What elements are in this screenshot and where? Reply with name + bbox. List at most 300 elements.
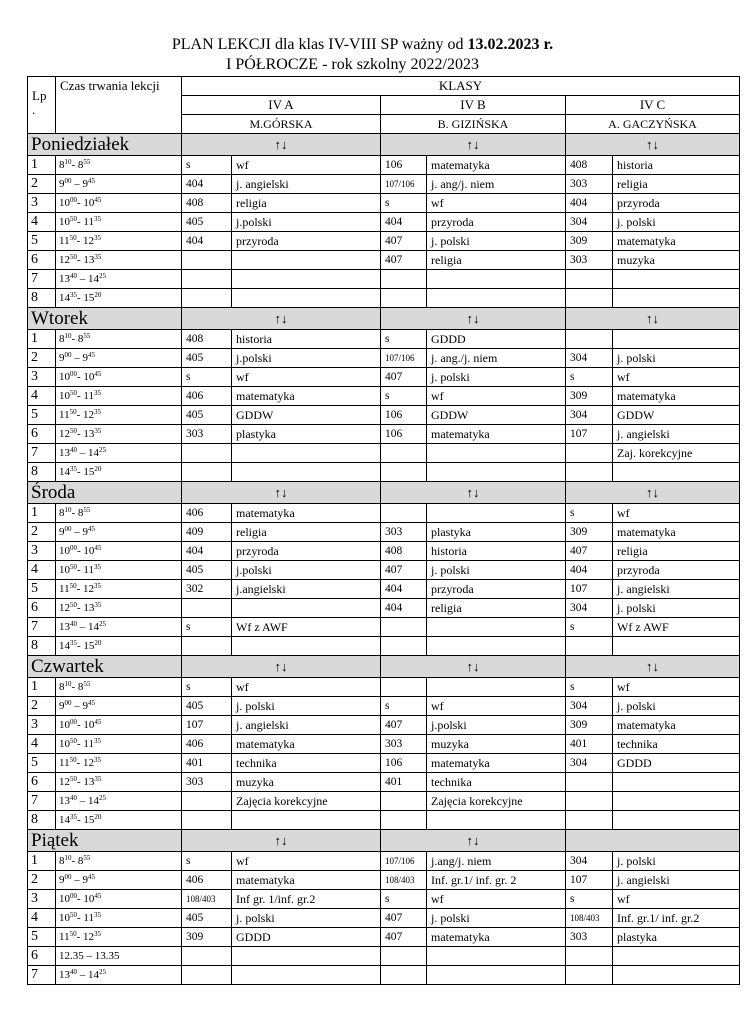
room-cell: 107/106 <box>381 349 427 368</box>
time-part: – 14 <box>77 273 99 285</box>
time-minutes: 35 <box>70 639 77 647</box>
subject-cell: wf <box>613 678 740 697</box>
time-minutes: 35 <box>94 582 102 590</box>
lesson-time <box>56 542 182 561</box>
lesson-row <box>28 716 740 735</box>
time-part: 12 <box>59 254 70 266</box>
subject-cell: religia <box>613 175 740 194</box>
lesson-time <box>56 213 182 232</box>
time-part: 14 <box>59 814 70 826</box>
lesson-time <box>56 504 182 523</box>
lesson-time <box>56 406 182 425</box>
room-cell: 108/403 <box>381 871 427 890</box>
lesson-number: 2 <box>28 175 56 194</box>
lesson-row <box>28 330 740 349</box>
lesson-time <box>56 194 182 213</box>
room-cell <box>566 463 613 482</box>
lesson-number: 3 <box>28 890 56 909</box>
room-cell <box>381 463 427 482</box>
lesson-number: 3 <box>28 716 56 735</box>
subject-cell: matematyka <box>232 735 381 754</box>
time-part: 8 <box>59 681 65 693</box>
lesson-number: 6 <box>28 425 56 444</box>
room-cell: s <box>381 330 427 349</box>
time-part: 10 <box>59 912 70 924</box>
subject-cell <box>232 289 381 308</box>
room-cell: 405 <box>182 349 232 368</box>
subject-cell: j.polski <box>232 213 381 232</box>
time-minutes: 35 <box>94 601 102 609</box>
room-cell: 404 <box>182 542 232 561</box>
lesson-time <box>56 387 182 406</box>
lesson-time <box>56 735 182 754</box>
subject-cell: wf <box>613 890 740 909</box>
time-minutes: 10 <box>64 158 72 166</box>
room-cell <box>566 637 613 656</box>
subject-cell: j. angielski <box>613 871 740 890</box>
room-cell: 304 <box>566 406 613 425</box>
time-part: 14 <box>59 292 70 304</box>
lp-header-label: Lp <box>32 88 47 103</box>
room-cell: 407 <box>381 251 427 270</box>
room-cell <box>182 289 232 308</box>
subject-cell: przyroda <box>232 542 381 561</box>
subject-cell: j.ang/j. niem <box>427 852 566 871</box>
subject-cell: przyroda <box>427 213 566 232</box>
lesson-number: 3 <box>28 542 56 561</box>
time-part: - 13 <box>77 602 95 614</box>
lesson-row <box>28 542 740 561</box>
room-cell: s <box>182 368 232 387</box>
room-cell: 107/106 <box>381 175 427 194</box>
subject-cell <box>232 966 381 985</box>
room-cell: s <box>566 368 613 387</box>
lesson-time <box>56 251 182 270</box>
lesson-number: 8 <box>28 637 56 656</box>
lesson-number: 5 <box>28 580 56 599</box>
room-cell <box>566 947 613 966</box>
time-minutes: 20 <box>94 813 102 821</box>
lesson-number: 7 <box>28 444 56 463</box>
room-cell <box>381 444 427 463</box>
day-header-row <box>28 830 740 852</box>
time-minutes: 40 <box>70 620 77 628</box>
room-cell: 107 <box>566 871 613 890</box>
lesson-number: 1 <box>28 504 56 523</box>
time-part: 13 <box>59 621 70 633</box>
lesson-row <box>28 678 740 697</box>
room-cell: 106 <box>381 406 427 425</box>
time-part: 9 <box>59 874 65 886</box>
time-minutes: 45 <box>88 525 95 533</box>
time-minutes: 35 <box>70 465 77 473</box>
room-cell: 309 <box>566 523 613 542</box>
subject-cell: GDDW <box>613 406 740 425</box>
lesson-number: 8 <box>28 463 56 482</box>
time-minutes: 45 <box>88 873 95 881</box>
subject-cell: przyroda <box>232 232 381 251</box>
lesson-time <box>56 871 182 890</box>
lesson-time <box>56 637 182 656</box>
lesson-number: 7 <box>28 792 56 811</box>
time-minutes: 50 <box>70 601 77 609</box>
subject-cell: j. polski <box>613 852 740 871</box>
lesson-time <box>56 444 182 463</box>
day-name: Środa <box>28 482 182 504</box>
room-cell: s <box>381 194 427 213</box>
subject-cell <box>232 251 381 270</box>
time-minutes: 35 <box>94 911 102 919</box>
lesson-time <box>56 156 182 175</box>
lesson-row <box>28 251 740 270</box>
time-minutes: 45 <box>94 196 102 204</box>
subject-cell: j. ang/j. niem <box>427 175 566 194</box>
room-cell: 406 <box>182 387 232 406</box>
time-part: - 12 <box>76 235 95 247</box>
subject-cell: j.polski <box>427 716 566 735</box>
time-part: 9 <box>59 178 65 190</box>
swap-arrows-icon: ↑↓ <box>381 656 566 678</box>
time-part: - 11 <box>77 390 95 402</box>
room-cell: s <box>381 387 427 406</box>
room-cell <box>182 792 232 811</box>
subject-cell: j. angielski <box>232 716 381 735</box>
room-cell: 404 <box>381 599 427 618</box>
time-part: - 10 <box>77 371 95 383</box>
time-part: – 14 <box>77 795 99 807</box>
day-header-row <box>28 134 740 156</box>
time-part: - 8 <box>71 855 84 867</box>
lp-header <box>28 77 56 134</box>
room-cell: 405 <box>182 213 232 232</box>
time-minutes: 00 <box>64 177 72 185</box>
time-part: 11 <box>59 409 70 421</box>
room-cell: 309 <box>182 928 232 947</box>
time-minutes: 45 <box>94 892 102 900</box>
time-minutes: 50 <box>69 582 77 590</box>
lesson-number: 2 <box>28 349 56 368</box>
room-cell <box>381 618 427 637</box>
room-cell <box>381 678 427 697</box>
time-minutes: 50 <box>69 930 77 938</box>
room-cell: 309 <box>566 387 613 406</box>
subject-cell: religia <box>613 542 740 561</box>
time-minutes: 35 <box>94 756 102 764</box>
time-part: 9 <box>59 700 65 712</box>
lesson-row <box>28 947 740 966</box>
lesson-time <box>56 463 182 482</box>
room-cell <box>182 966 232 985</box>
lesson-number: 5 <box>28 754 56 773</box>
room-cell: 409 <box>182 523 232 542</box>
subject-cell: GDDD <box>232 928 381 947</box>
lesson-number: 7 <box>28 618 56 637</box>
subject-cell: religia <box>232 194 381 213</box>
day-header-row <box>28 308 740 330</box>
room-cell: 304 <box>566 213 613 232</box>
room-cell <box>182 637 232 656</box>
lesson-time <box>56 270 182 289</box>
time-minutes: 35 <box>70 813 77 821</box>
lesson-number: 2 <box>28 871 56 890</box>
room-cell: s <box>381 697 427 716</box>
lesson-time <box>56 678 182 697</box>
lesson-row <box>28 909 740 928</box>
room-cell: 303 <box>381 523 427 542</box>
subject-cell: j. polski <box>613 349 740 368</box>
lesson-number: 3 <box>28 368 56 387</box>
time-minutes: 50 <box>70 253 77 261</box>
time-minutes: 20 <box>94 291 102 299</box>
time-minutes: 20 <box>94 465 102 473</box>
lesson-time <box>56 773 182 792</box>
room-cell <box>182 270 232 289</box>
swap-arrows-icon: ↑↓ <box>182 134 381 156</box>
lp-header-dot: . <box>32 102 36 117</box>
swap-arrows-icon: ↑↓ <box>566 134 740 156</box>
time-minutes: 40 <box>70 272 77 280</box>
time-part: – 9 <box>71 178 88 190</box>
lesson-row <box>28 735 740 754</box>
subject-cell <box>427 618 566 637</box>
subject-cell: muzyka <box>427 735 566 754</box>
room-cell: 303 <box>566 175 613 194</box>
time-part: - 11 <box>77 564 95 576</box>
lesson-time <box>56 349 182 368</box>
room-cell <box>381 811 427 830</box>
lesson-row <box>28 580 740 599</box>
room-cell: 404 <box>381 580 427 599</box>
subject-cell <box>427 947 566 966</box>
subject-cell: matematyka <box>427 928 566 947</box>
subject-cell: wf <box>427 194 566 213</box>
room-cell: 108/403 <box>182 890 232 909</box>
subject-cell <box>613 637 740 656</box>
time-part: 8 <box>59 855 65 867</box>
room-cell: s <box>182 678 232 697</box>
lesson-number: 6 <box>28 773 56 792</box>
room-cell: s <box>182 852 232 871</box>
room-cell: 304 <box>566 754 613 773</box>
room-cell: 407 <box>381 368 427 387</box>
subject-cell: technika <box>613 735 740 754</box>
subject-cell: j. polski <box>232 697 381 716</box>
lesson-time <box>56 289 182 308</box>
lesson-number: 1 <box>28 852 56 871</box>
room-cell <box>381 966 427 985</box>
lesson-row <box>28 773 740 792</box>
title-date: 13.02.2023 r. <box>467 36 554 53</box>
room-cell: 107 <box>566 580 613 599</box>
lesson-number: 7 <box>28 270 56 289</box>
time-part: 11 <box>59 235 70 247</box>
subject-cell: religia <box>427 251 566 270</box>
lesson-time <box>56 523 182 542</box>
swap-arrows-icon: ↑↓ <box>381 482 566 504</box>
subject-cell: Inf gr. 1/inf. gr.2 <box>232 890 381 909</box>
room-cell: 108/403 <box>566 909 613 928</box>
swap-arrows-icon: ↑↓ <box>566 308 740 330</box>
room-cell: 303 <box>182 425 232 444</box>
room-cell <box>381 289 427 308</box>
time-part: 11 <box>59 583 70 595</box>
subject-cell: GDDD <box>427 330 566 349</box>
time-part: 14 <box>59 466 70 478</box>
time-minutes: 50 <box>69 756 77 764</box>
time-part: - 15 <box>77 814 95 826</box>
lesson-row <box>28 637 740 656</box>
room-cell: 401 <box>566 735 613 754</box>
time-minutes: 00 <box>64 525 72 533</box>
subject-cell: wf <box>427 890 566 909</box>
room-cell: 304 <box>566 599 613 618</box>
time-minutes: 40 <box>70 968 77 976</box>
subject-cell: Inf. gr.1/ inf. gr.2 <box>613 909 740 928</box>
subject-cell: matematyka <box>232 387 381 406</box>
lesson-number: 1 <box>28 678 56 697</box>
time-minutes: 35 <box>94 408 102 416</box>
subject-cell <box>613 792 740 811</box>
subject-cell <box>427 811 566 830</box>
subject-cell: Zajęcia korekcyjne <box>427 792 566 811</box>
subject-cell: matematyka <box>613 523 740 542</box>
subject-cell: Zajęcia korekcyjne <box>232 792 381 811</box>
teacher-ivb: B. GIZIŃSKA <box>381 115 566 134</box>
lesson-row <box>28 194 740 213</box>
lesson-time <box>56 716 182 735</box>
lesson-row <box>28 697 740 716</box>
room-cell: 404 <box>182 232 232 251</box>
subject-cell: religia <box>232 523 381 542</box>
room-cell: s <box>182 618 232 637</box>
subject-cell <box>613 947 740 966</box>
lesson-row <box>28 618 740 637</box>
time-minutes: 50 <box>69 234 77 242</box>
lesson-time <box>56 928 182 947</box>
time-minutes: 00 <box>70 544 77 552</box>
time-part: 10 <box>59 738 70 750</box>
class-name-ivb: IV B <box>381 96 566 115</box>
lesson-time <box>56 425 182 444</box>
day-name: Czwartek <box>28 656 182 678</box>
time-minutes: 35 <box>94 737 102 745</box>
subject-cell <box>232 463 381 482</box>
time-part: - 10 <box>77 893 95 905</box>
room-cell: 408 <box>381 542 427 561</box>
room-cell: 401 <box>381 773 427 792</box>
time-part: - 10 <box>77 719 95 731</box>
time-part: - 10 <box>77 545 95 557</box>
lesson-row <box>28 852 740 871</box>
lesson-number: 1 <box>28 156 56 175</box>
time-minutes: 45 <box>94 718 102 726</box>
subject-cell: Zaj. korekcyjne <box>613 444 740 463</box>
swap-arrows-icon: ↑↓ <box>381 134 566 156</box>
room-cell <box>566 811 613 830</box>
room-cell <box>182 463 232 482</box>
time-minutes: 35 <box>94 563 102 571</box>
time-minutes: 10 <box>64 854 72 862</box>
time-part: – 9 <box>71 352 88 364</box>
time-part: - 12 <box>76 931 95 943</box>
subject-cell: j. polski <box>613 697 740 716</box>
room-cell: 404 <box>182 175 232 194</box>
subject-cell: j.polski <box>232 349 381 368</box>
time-minutes: 00 <box>70 892 77 900</box>
subject-cell: wf <box>232 678 381 697</box>
subject-cell <box>427 966 566 985</box>
teacher-ivc: A. GACZYŃSKA <box>566 115 740 134</box>
swap-arrows-icon: ↑↓ <box>182 308 381 330</box>
room-cell: 404 <box>566 194 613 213</box>
time-part: 9 <box>59 352 65 364</box>
subject-cell: matematyka <box>613 387 740 406</box>
subject-cell <box>232 947 381 966</box>
lesson-number: 4 <box>28 561 56 580</box>
time-minutes: 10 <box>64 506 72 514</box>
time-part: 13 <box>59 969 70 981</box>
time-part: 10 <box>59 371 70 383</box>
time-minutes: 00 <box>70 370 77 378</box>
time-part: - 8 <box>71 159 84 171</box>
lesson-time <box>56 561 182 580</box>
room-cell: 107 <box>566 425 613 444</box>
time-minutes: 45 <box>94 370 102 378</box>
time-header: Czas trwania lekcji <box>56 77 182 134</box>
room-cell: 303 <box>182 773 232 792</box>
title-prefix: PLAN LEKCJI dla klas IV-VIII SP ważny od <box>171 36 468 53</box>
time-part: 11 <box>59 931 70 943</box>
room-cell: 405 <box>182 561 232 580</box>
lesson-row <box>28 387 740 406</box>
room-cell: 405 <box>182 406 232 425</box>
room-cell: 408 <box>182 330 232 349</box>
subject-cell: j. angielski <box>613 580 740 599</box>
time-minutes: 00 <box>70 718 77 726</box>
lesson-time <box>56 232 182 251</box>
lesson-row <box>28 368 740 387</box>
lesson-number: 6 <box>28 599 56 618</box>
time-part: - 8 <box>71 333 84 345</box>
room-cell <box>182 251 232 270</box>
time-minutes: 50 <box>70 563 77 571</box>
subject-cell: j. polski <box>427 561 566 580</box>
subject-cell: Inf. gr.1/ inf. gr. 2 <box>427 871 566 890</box>
subject-cell: Wf z AWF <box>613 618 740 637</box>
room-cell <box>182 599 232 618</box>
room-cell: 303 <box>566 928 613 947</box>
time-part: 8 <box>59 507 65 519</box>
time-part: 12 <box>59 776 70 788</box>
time-minutes: 00 <box>70 196 77 204</box>
lesson-row <box>28 349 740 368</box>
subject-cell: technika <box>232 754 381 773</box>
time-part: 10 <box>59 719 70 731</box>
subject-cell: przyroda <box>613 561 740 580</box>
lesson-row <box>28 890 740 909</box>
lesson-time <box>56 811 182 830</box>
lesson-time <box>56 852 182 871</box>
subject-cell: j. angielski <box>613 425 740 444</box>
time-part: - 12 <box>76 583 95 595</box>
time-part: - 11 <box>77 216 95 228</box>
subject-cell: religia <box>427 599 566 618</box>
subject-cell: wf <box>427 697 566 716</box>
subject-cell: historia <box>427 542 566 561</box>
lesson-row <box>28 754 740 773</box>
room-cell <box>381 504 427 523</box>
lesson-row <box>28 289 740 308</box>
